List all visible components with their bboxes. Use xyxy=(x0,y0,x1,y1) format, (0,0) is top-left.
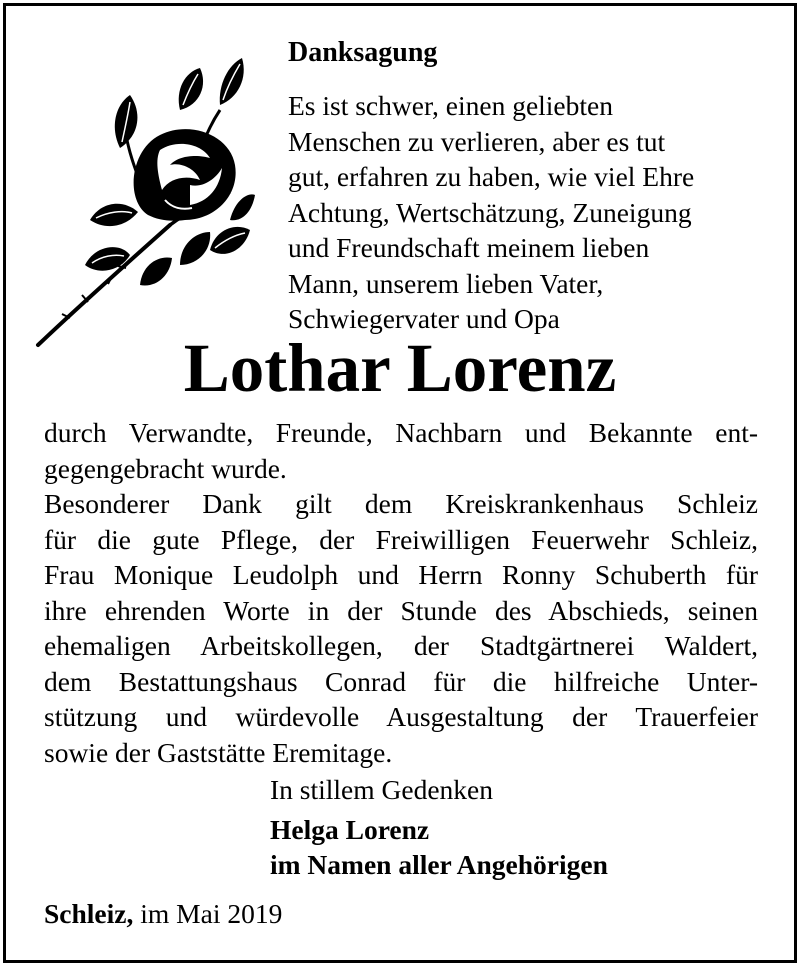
signature-block xyxy=(270,772,608,883)
intro-line: Menschen zu verlieren, aber es tut xyxy=(288,125,666,157)
intro-text xyxy=(288,88,694,337)
body-line: stützung und würdevolle Ausgestaltung der Trauerfeier xyxy=(44,701,758,732)
intro-line: Schwiegervater und Opa xyxy=(288,303,560,334)
intro-line: und Freundschaft meinem lieben xyxy=(288,232,650,263)
body-line: für die gute Pflege, der Freiwilligen Feuerwehr Schleiz, xyxy=(44,523,758,555)
body-line: Frau Monique Leudolph und Herrn Ronny Schuberth für xyxy=(44,559,758,590)
body-line: ehemaligen Arbeitskollegen, der Stadtgärtnerei Waldert, xyxy=(44,630,758,661)
body-line: gegengebracht wurde. xyxy=(44,452,287,484)
date: im Mai 2019 xyxy=(140,898,283,929)
body-line: dem Bestattungshaus Conrad für die hilfreiche Unter- xyxy=(44,665,758,697)
body-text xyxy=(44,415,758,770)
deceased-name: Lothar Lorenz xyxy=(183,330,617,406)
body-line: ihre ehrenden Worte in der Stunde des Abschieds, seinen xyxy=(44,594,758,626)
rose-icon xyxy=(30,50,255,355)
signer-note: im Namen aller Angehörigen xyxy=(270,849,608,880)
body-line: Besonderer Dank gilt dem Kreiskrankenhaus Schleiz xyxy=(44,488,758,519)
intro-line: gut, erfahren zu haben, wie viel Ehre xyxy=(288,161,695,192)
intro-line: Es ist schwer, einen geliebten xyxy=(288,90,613,121)
signer-name: Helga Lorenz xyxy=(270,813,430,845)
intro-line: Achtung, Wertschätzung, Zuneigung xyxy=(288,196,692,228)
body-line: durch Verwandte, Freunde, Nachbarn und Bekannte ent- xyxy=(44,417,758,448)
closing-phrase: In stillem Gedenken xyxy=(270,774,493,805)
body-line: sowie der Gaststätte Eremitage. xyxy=(44,736,393,768)
place: Schleiz, xyxy=(44,898,134,929)
intro-line: Mann, unserem lieben Vater, xyxy=(288,267,604,299)
heading: Danksagung xyxy=(288,37,438,68)
place-date xyxy=(44,896,282,932)
